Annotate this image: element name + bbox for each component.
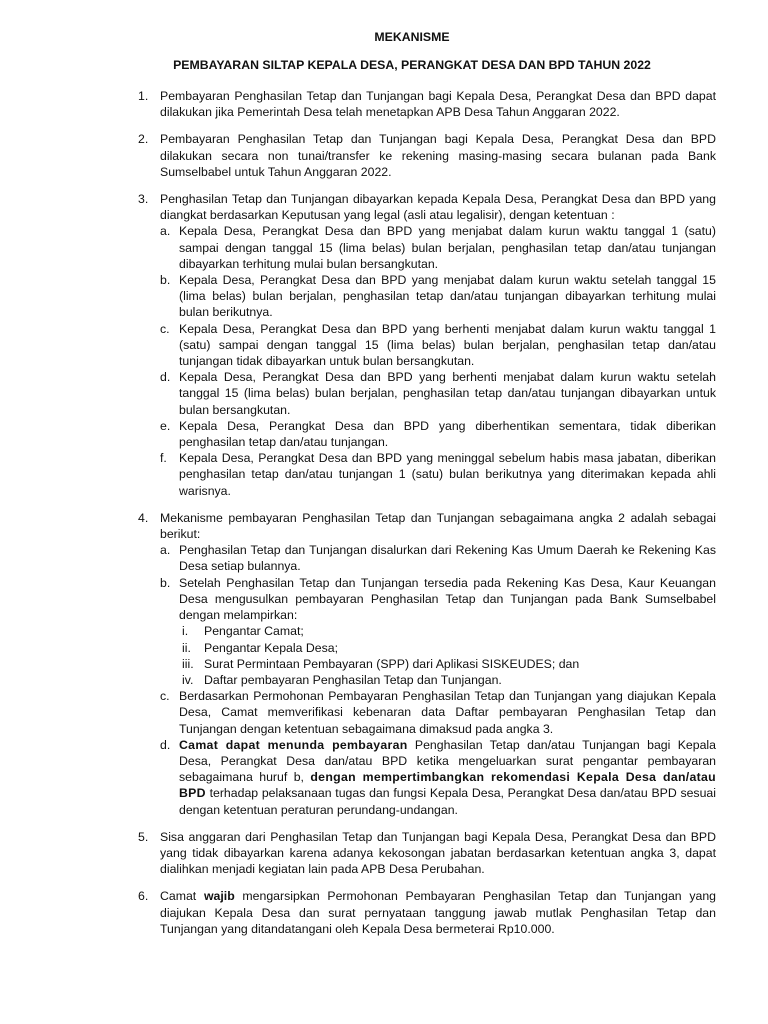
roman-item-i [182,623,716,639]
roman-label: ii. [182,640,191,655]
sub-label: a. [160,224,171,239]
list-item-4 [138,510,716,818]
sub-item-d [160,737,716,818]
sub-label: c. [160,321,170,336]
roman-item-iii [182,656,716,672]
sub-item-a [160,542,716,574]
item-text: Mekanisme pembayaran Penghasilan Tetap dan Tunjangan sebagaimana angka 2 adalah sebagai berikut: [160,510,716,542]
numbered-list [138,88,716,937]
sub-text: Kepala Desa, Perangkat Desa dan BPD yang menjabat dalam kurun waktu setelah tanggal 15 (lima belas) bulan berjalan, penghasilan tetap dan/atau tunjangan dibayarkan terhitung mulai bulan berikutnya. [179,273,716,320]
roman-label: iv. [182,672,194,687]
roman-text: Pengantar Camat; [204,624,304,639]
item-number: 2. [138,132,149,147]
sub-label: b. [160,273,171,288]
sub-text: Kepala Desa, Perangkat Desa dan BPD yang berhenti menjabat dalam kurun waktu setelah tanggal 15 (lima belas) bulan berjalan, penghasilan tetap dan/atau tunjangan dibayarkan untuk bulan bersangkutan. [179,370,716,417]
item-text-pre: Camat [160,889,204,904]
roman-label: i. [182,624,189,639]
roman-text: Surat Permintaan Pembayaran (SPP) dari Aplikasi SISKEUDES; dan [204,656,580,671]
document-subtitle: PEMBAYARAN SILTAP KEPALA DESA, PERANGKAT DESA DAN BPD TAHUN 2022 [173,58,651,72]
item-text: Penghasilan Tetap dan Tunjangan dibayarkan kepada Kepala Desa, Perangkat Desa dan BPD yang diangkat berdasarkan Keputusan yang legal (asli atau legalisir), dengan ketentuan : [160,192,716,223]
sub-text: Kepala Desa, Perangkat Desa dan BPD yang menjabat dalam kurun waktu tanggal 1 (satu) sampai dengan tanggal 15 (lima belas) bulan berjalan, penghasilan tetap dan/atau tunjangan dibayarkan terhitung mulai bulan bersangkutan. [179,224,716,271]
sub-text: Penghasilan Tetap dan Tunjangan disalurkan dari Rekening Kas Umum Daerah ke Rekening Kas Desa setiap bulannya. [179,543,716,574]
roman-label: iii. [182,656,194,671]
list-item-6 [138,888,716,937]
sub-item-f [160,450,716,499]
bold-text: wajib [203,889,235,904]
sub-item-a [160,223,716,272]
item-number: 3. [138,192,149,207]
item-number: 1. [138,89,149,103]
sub-list [160,223,716,498]
roman-item-ii [182,640,716,656]
sub-text: Setelah Penghasilan Tetap dan Tunjangan tersedia pada Rekening Kas Desa, Kaur Keuangan Desa mengusulkan pembayaran Penghasilan Tetap dan Tunjangan pada Bank Sumselbabel dengan melampirkan: [179,575,716,623]
list-item-5 [138,829,716,878]
sub-item-c [160,688,716,737]
roman-item-iv [182,672,716,688]
sub-text: Kepala Desa, Perangkat Desa dan BPD yang berhenti menjabat dalam kurun waktu tanggal 1 (satu) sampai dengan tanggal 15 (lima belas) bulan berjalan, penghasilan tetap dan/atau tunjangan tidak dibayarkan untuk bulan bersangkutan. [179,321,716,369]
item-number: 4. [138,510,149,525]
list-item-3 [138,191,716,499]
sub-text: Kepala Desa, Perangkat Desa dan BPD yang meninggal sebelum habis masa jabatan, diberikan penghasilan tetap dan/atau tunjangan 1 (satu) bulan berikutnya yang diterimakan kepada ahli warisnya. [179,451,716,498]
sub-item-b [160,272,716,321]
sub-label: e. [160,418,171,433]
sub-item-b [160,575,716,688]
item-number: 6. [138,889,149,904]
item-text: Sisa anggaran dari Penghasilan Tetap dan Tunjangan bagi Kepala Desa, Perangkat Desa dan BPD yang tidak dibayarkan karena adanya kekosongan jabatan berdasarkan ketentuan angka 3, dapat dialihkan menjadi kegiatan lain pada APB Desa Perubahan. [160,829,716,877]
sub-label: c. [160,689,170,704]
sub-label: a. [160,543,171,558]
sub-text: Berdasarkan Permohonan Pembayaran Penghasilan Tetap dan Tunjangan yang diajukan Kepala Desa, Camat memverifikasi kebenaran data Daftar pembayaran Penghasilan Tetap dan Tunjangan dengan ketentuan sebagaimana dimaksud pada angka 3. [179,689,716,736]
sub-text: Kepala Desa, Perangkat Desa dan BPD yang diberhentikan sementara, tidak diberikan penghasilan tetap dan/atau tunjangan. [179,418,716,450]
list-item-2 [138,131,716,180]
sub-text: terhadap pelaksanaan tugas dan fungsi Kepala Desa, Perangkat Desa dan/atau BPD sesuai dengan ketentuan peraturan perundang-undangan. [179,786,716,817]
item-text: Pembayaran Penghasilan Tetap dan Tunjangan bagi Kepala Desa, Perangkat Desa dan BPD dapat dilakukan jika Pemerintah Desa telah menetapkan APB Desa Tahun Anggaran 2022. [160,89,716,120]
list-item-1 [138,88,716,120]
sub-label: d. [160,737,171,752]
bold-text: Camat dapat menunda pembayaran [179,737,408,752]
document-title: MEKANISME [374,30,450,44]
item-text: mengarsipkan Permohonan Pembayaran Penghasilan Tetap dan Tunjangan yang diajukan Kepala Desa dan surat pernyataan tanggung jawab mutlak Penghasilan Tetap dan Tunjangan yang ditandatangani oleh Kepala Desa bermeterai Rp10.000. [160,889,717,936]
sub-label: d. [160,370,171,385]
roman-list [179,623,716,688]
sub-text: Penghasilan Tetap dan/atau Tunjangan bagi Kepala Desa, Perangkat Desa dan/atau BPD ketika mengeluarkan surat pengantar pembayaran sebagaimana huruf b, [179,737,716,785]
sub-label: b. [160,575,171,590]
roman-text: Daftar pembayaran Penghasilan Tetap dan Tunjangan. [204,672,502,687]
item-number: 5. [138,829,149,844]
bold-text: dengan mempertimbangkan rekomendasi Kepala Desa dan/atau BPD [179,770,716,801]
sub-list [160,542,716,817]
sub-item-e [160,418,716,450]
sub-item-c [160,321,716,370]
item-text: Pembayaran Penghasilan Tetap dan Tunjangan bagi Kepala Desa, Perangkat Desa dan BPD dilakukan secara non tunai/transfer ke rekening masing-masing secara bulanan pada Bank Sumselbabel untuk Tahun Anggaran 2022. [160,132,716,179]
sub-label: f. [160,451,167,466]
sub-item-d [160,369,716,418]
roman-text: Pengantar Kepala Desa; [204,640,338,655]
